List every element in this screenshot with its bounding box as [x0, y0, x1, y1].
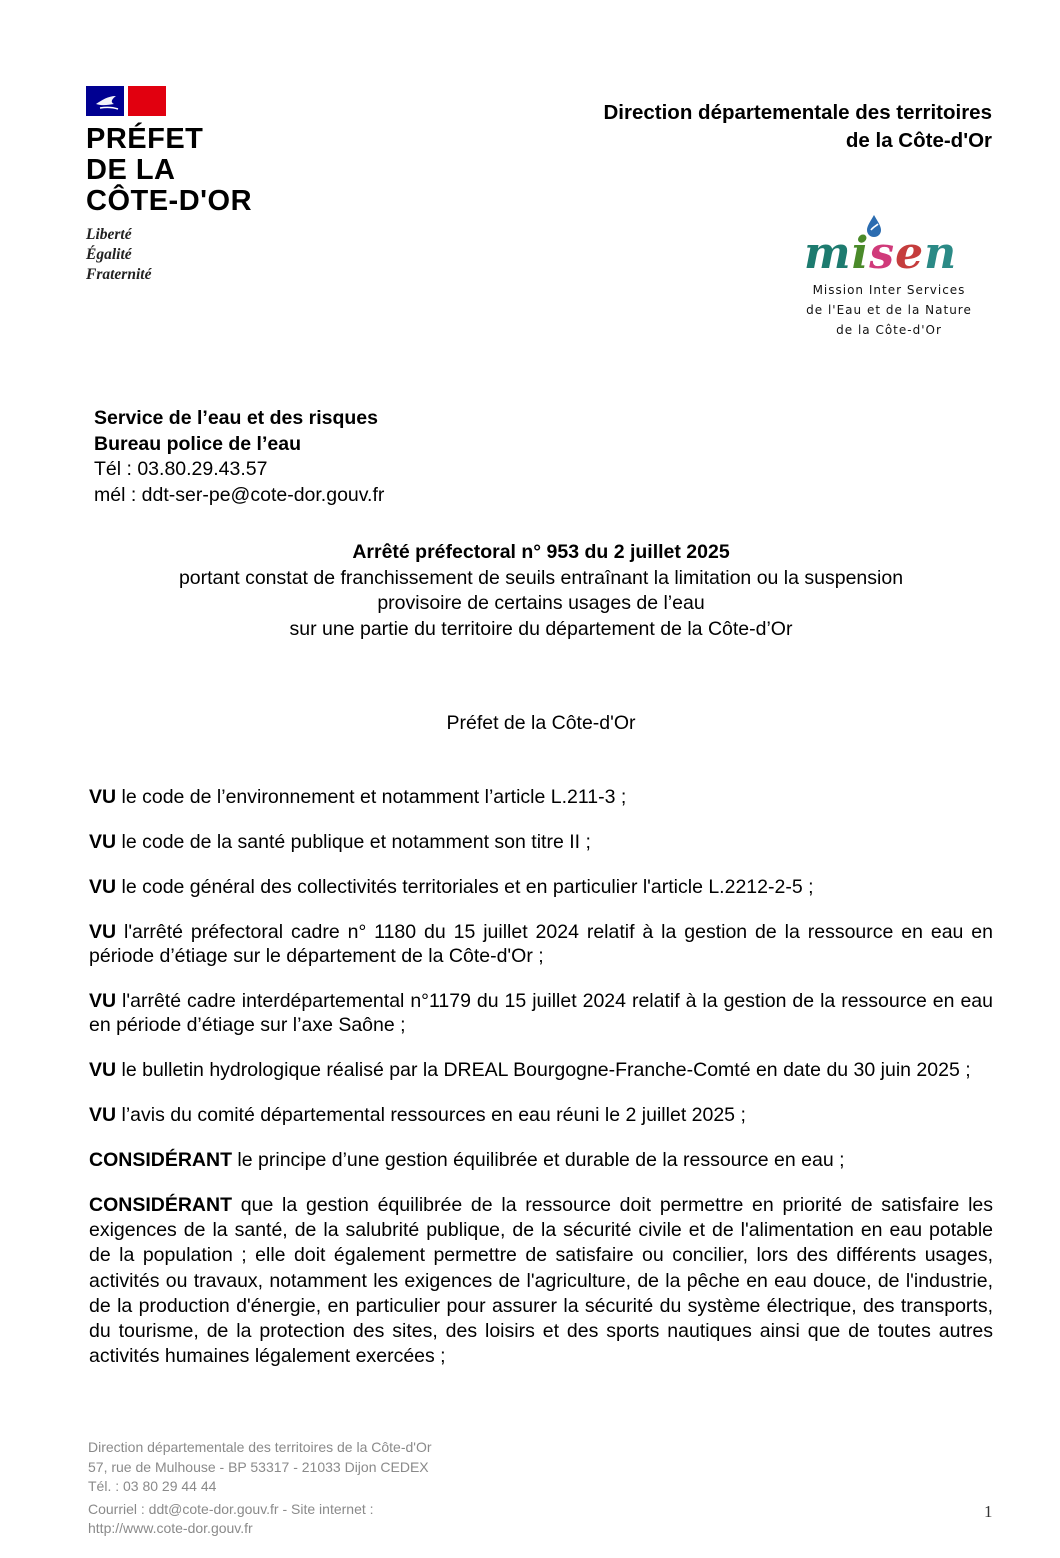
decree-body — [89, 785, 993, 1390]
visa-paragraph: VU le bulletin hydrologique réalisé par la DREAL Bourgogne-Franche-Comté en date du 30 juin 2025 ; — [89, 1059, 971, 1081]
misen-logo — [784, 214, 994, 340]
footer-line2: 57, rue de Mulhouse - BP 53317 - 21033 Dijon CEDEX — [88, 1458, 429, 1475]
decree-subtitle-line1: portant constat de franchissement de seuils entraînant la limitation ou la suspension — [178, 566, 904, 589]
prefet-heading: Préfet de la Côte-d'Or — [446, 712, 636, 734]
considerant-paragraph: CONSIDÉRANT le principe d’une gestion équilibrée et durable de la ressource en eau ; — [89, 1149, 845, 1171]
misen-sub-line3: de la Côte-d'Or — [836, 323, 942, 337]
decree-title: Arrêté préfectoral n° 953 du 2 juillet 2025 — [352, 541, 730, 563]
prefect-name-line2: DE LA — [86, 154, 176, 186]
republic-motto — [86, 225, 286, 285]
direction-line1: Direction départementale des territoires — [603, 101, 992, 124]
motto-fraternite: Fraternité — [86, 266, 152, 283]
visa-paragraph: VU l'arrêté cadre interdépartemental n°1179 du 15 juillet 2024 relatif à la gestion de la ressource en eau en période d’étiage sur l’axe Saône ; — [89, 990, 993, 1036]
page-number: 1 — [984, 1502, 993, 1521]
bureau-name: Bureau police de l’eau — [94, 432, 301, 455]
motto-liberte: Liberté — [86, 226, 132, 243]
decree-subtitle-line3: sur une partie du territoire du département de la Côte-d’Or — [289, 617, 793, 640]
direction-line2: de la Côte-d'Or — [845, 129, 992, 152]
page-footer — [88, 1438, 432, 1539]
visa-paragraph: VU l'arrêté préfectoral cadre n° 1180 du 15 juillet 2024 relatif à la gestion de la ressource en eau en période d’étiage sur le département de la Côte-d'Or ; — [89, 921, 993, 967]
prefect-name — [86, 124, 286, 217]
service-name: Service de l’eau et des risques — [94, 407, 378, 429]
direction-header — [604, 99, 993, 155]
footer-line1: Direction départementale des territoires de la Côte-d'Or — [88, 1439, 432, 1455]
service-email: mél : ddt-ser-pe@cote-dor.gouv.fr — [94, 483, 385, 506]
footer-website-link[interactable]: http://www.cote-dor.gouv.fr — [88, 1520, 253, 1536]
decree-subtitle-line2: provisoire de certains usages de l’eau — [377, 592, 705, 614]
misen-subtitle — [784, 280, 994, 340]
prefecture-logo — [86, 86, 286, 285]
marianne-flag-icon — [86, 86, 166, 116]
visa-paragraph: VU le code général des collectivités territoriales et en particulier l'article L.2212-2-5 ; — [89, 876, 814, 898]
service-phone: Tél : 03.80.29.43.57 — [94, 458, 268, 480]
visa-paragraph: VU l’avis du comité départemental ressources en eau réuni le 2 juillet 2025 ; — [89, 1104, 746, 1126]
considerant-paragraph: CONSIDÉRANT que la gestion équilibrée de la ressource doit permettre en priorité de satisfaire les exigences de la santé, de la salubrité publique, de la sécurité civile et de l'alimentation en eau potable de la population ; elle doit également permettre de satisfaire ou concilier, lors des différents usages, activités ou travaux, notamment les exigences de l'agriculture, de la pêche en eau douce, de l'industrie, de la production d'énergie, en particulier pour assurer la sécurité du système électrique, des transports, du tourisme, de la protection des sites, des loisirs et des sports nautiques ainsi que de toutes autres activités humaines légalement exercées ; — [89, 1194, 993, 1368]
footer-line3: Tél. : 03 80 29 44 44 — [88, 1478, 217, 1494]
misen-wordmark: misen — [784, 214, 994, 278]
visa-paragraph: VU le code de l’environnement et notamment l’article L.211-3 ; — [89, 786, 627, 808]
service-contact-block — [94, 406, 384, 508]
footer-line4: Courriel : ddt@cote-dor.gouv.fr - Site internet : — [88, 1500, 374, 1517]
visa-paragraph: VU le code de la santé publique et notamment son titre II ; — [89, 831, 591, 853]
decree-title-block — [70, 540, 1012, 642]
motto-egalite: Égalité — [86, 246, 132, 263]
misen-sub-line1: Mission Inter Services — [812, 283, 966, 297]
prefect-name-line3: CÔTE-D'OR — [86, 185, 253, 217]
prefect-name-line1: PRÉFET — [86, 123, 204, 155]
misen-sub-line2: de l'Eau et de la Nature — [806, 303, 972, 317]
